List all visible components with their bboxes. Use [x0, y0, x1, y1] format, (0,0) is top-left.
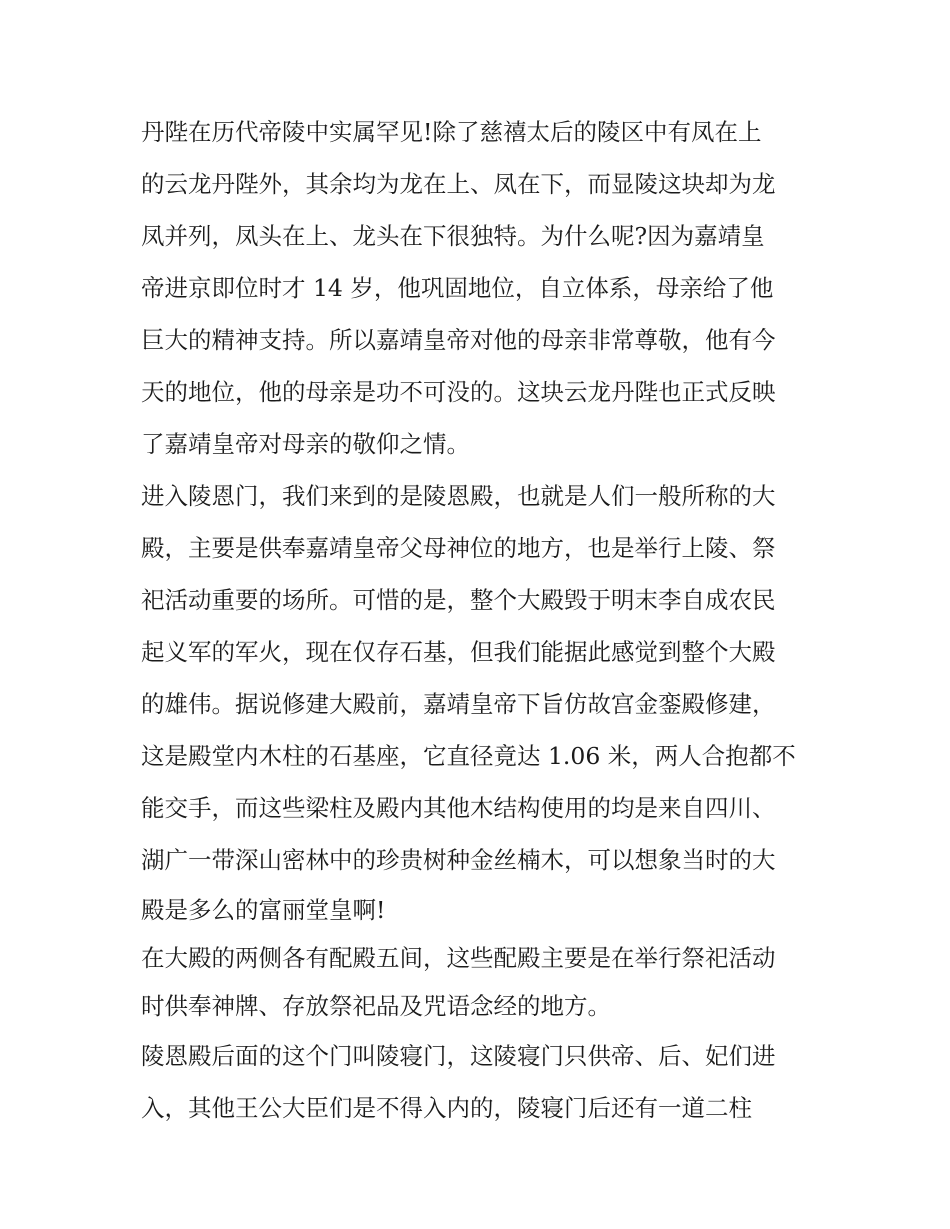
text-line: 丹陛在历代帝陵中实属罕见!除了慈禧太后的陵区中有凤在上: [141, 118, 762, 146]
text-line: 天的地位，他的母亲是功不可没的。这块云龙丹陛也正式反映: [141, 378, 776, 406]
text-line: 殿，主要是供奉嘉靖皇帝父母神位的地方，也是举行上陵、祭: [141, 534, 776, 562]
text-line: 陵恩殿后面的这个门叫陵寝门，这陵寝门只供帝、后、妃们进: [141, 1042, 776, 1070]
text-line: 能交手，而这些梁柱及殿内其他木结构使用的均是来自四川、: [141, 794, 776, 822]
body-text: [141, 106, 821, 1134]
text-line: 进入陵恩门，我们来到的是陵恩殿，也就是人们一般所称的大: [141, 482, 776, 510]
text-line: 入，其他王公大臣们是不得入内的，陵寝门后还有一道二柱: [141, 1094, 752, 1122]
text-line: 的云龙丹陛外，其余均为龙在上、凤在下，而显陵这块却为龙: [141, 170, 776, 198]
text-line: 时供奉神牌、存放祭祀品及咒语念经的地方。: [141, 992, 611, 1020]
text-line: 在大殿的两侧各有配殿五间，这些配殿主要是在举行祭祀活动: [141, 944, 776, 972]
text-line: 凤并列，凤头在上、龙头在下很独特。为什么呢?因为嘉靖皇: [141, 222, 765, 250]
text-line: 帝进京即位时才 14 岁，他巩固地位，自立体系，母亲给了他: [141, 274, 774, 302]
text-line: 了嘉靖皇帝对母亲的敬仰之情。: [141, 430, 470, 458]
text-line: 的雄伟。据说修建大殿前，嘉靖皇帝下旨仿故宫金銮殿修建，: [141, 690, 776, 718]
text-line: 湖广一带深山密林中的珍贵树种金丝楠木，可以想象当时的大: [141, 846, 776, 874]
text-line: 巨大的精神支持。所以嘉靖皇帝对他的母亲非常尊敬，他有今: [141, 326, 776, 354]
text-line: 祀活动重要的场所。可惜的是，整个大殿毁于明末李自成农民: [141, 586, 776, 614]
text-line: 这是殿堂内木柱的石基座，它直径竟达 1.06 米，两人合抱都不: [141, 742, 796, 770]
text-line: 起义军的军火，现在仅存石基，但我们能据此感觉到整个大殿: [141, 638, 776, 666]
text-line: 殿是多么的富丽堂皇啊!: [141, 896, 386, 924]
